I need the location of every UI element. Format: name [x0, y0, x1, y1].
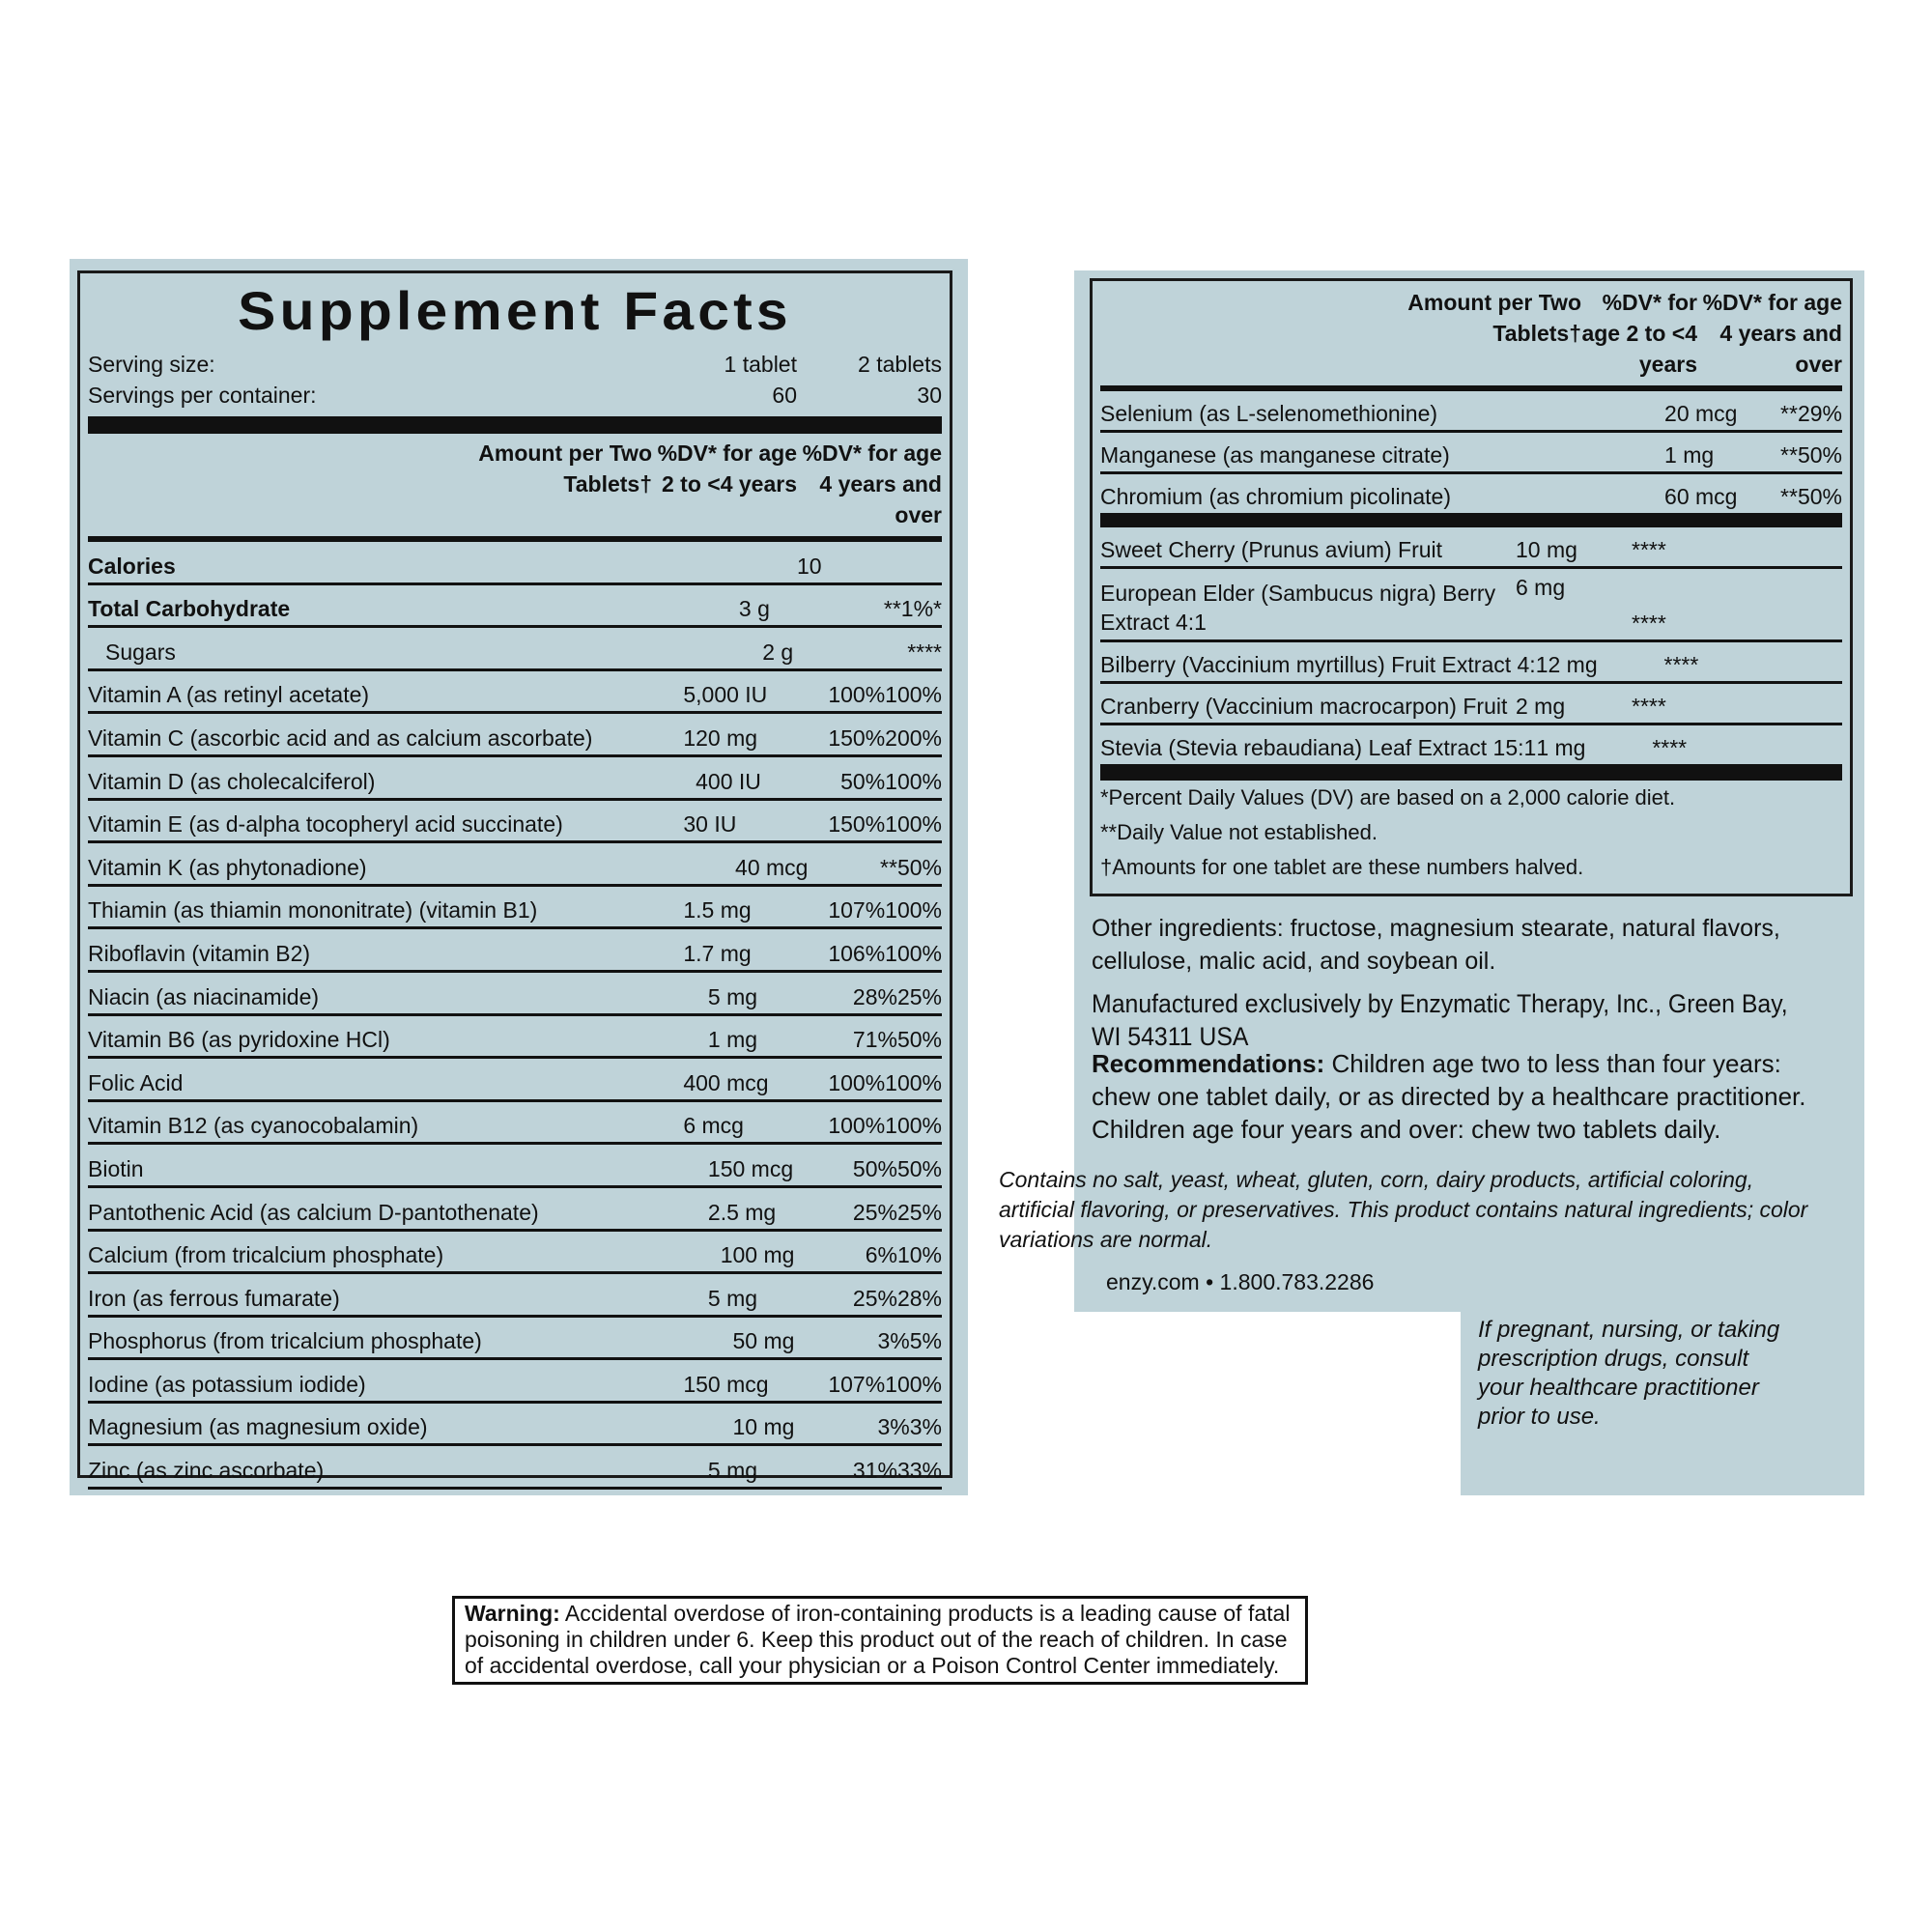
footnote-not-established: **Daily Value not established. — [1100, 820, 1378, 844]
dv-older: 100% — [885, 940, 942, 966]
dv-young: 25% — [852, 1199, 897, 1225]
dv-older: 100% — [885, 1371, 942, 1397]
nutrient-name: Cranberry (Vaccinium macrocarpon) Fruit — [1100, 694, 1508, 719]
nutrient-amount: 50 mg — [732, 1328, 795, 1354]
contains-statement: Contains no salt, yeast, wheat, gluten, corn, dairy products, artificial coloring, artificial flavoring, or preservatives. This product contains natural ingredients; color variations are normal. — [999, 1167, 1808, 1252]
serving-size-label: Serving size: — [88, 352, 215, 377]
nutrient-amount: 1 mg — [1664, 442, 1715, 468]
nutrient-name: Vitamin B12 (as cyanocobalamin) — [88, 1113, 419, 1139]
table-header-right — [1100, 287, 1842, 391]
nutrient-row — [88, 887, 942, 930]
dv-older: ** — [1648, 611, 1666, 636]
supplement-facts-title: Supplement Facts — [238, 280, 792, 341]
nutrient-row — [1100, 725, 1842, 767]
iron-warning-box — [452, 1596, 1308, 1685]
nutrient-amount: 1 mg — [1536, 735, 1586, 760]
nutrient-name: Iron (as ferrous fumarate) — [88, 1285, 340, 1311]
servings-2: 30 — [917, 383, 942, 408]
nutrient-name: Iodine (as potassium iodide) — [88, 1371, 366, 1397]
panel-cutout — [1074, 1312, 1461, 1495]
nutrient-amount: 120 mg — [683, 724, 758, 751]
nutrient-name: European Elder (Sambucus nigra) Berry Extract 4:1 — [1100, 581, 1496, 635]
nutrient-name: Total Carbohydrate — [88, 596, 291, 622]
nutrient-name: Vitamin E (as d-alpha tocopheryl acid succinate) — [88, 811, 563, 838]
nutrient-name: Biotin — [88, 1155, 144, 1181]
serving-size-1: 1 tablet — [724, 352, 797, 377]
dv-older: ** — [1681, 652, 1699, 677]
footnote-halved: †Amounts for one tablet are these numbers halved. — [1100, 855, 1584, 879]
mineral-rows — [1100, 391, 1842, 516]
nutrient-row — [88, 628, 942, 671]
dv-older: 5% — [909, 1328, 942, 1354]
nutrient-amount: 1.5 mg — [683, 897, 752, 923]
dv-young: ** — [880, 854, 897, 880]
nutrient-name: Folic Acid — [88, 1069, 184, 1095]
dv-young: 150% — [828, 811, 886, 838]
servings-1: 60 — [772, 383, 797, 408]
dv-older: 25% — [896, 1199, 942, 1225]
header-dv-older: %DV* for age 4 years and over — [802, 440, 942, 527]
nutrient-amount: 5,000 IU — [683, 682, 768, 708]
right-nutrient-table — [1100, 287, 1842, 885]
nutrient-amount: 40 mcg — [735, 854, 809, 880]
dv-older: 28% — [896, 1285, 942, 1311]
dv-older: ** — [1648, 537, 1666, 562]
nutrient-row — [88, 585, 942, 629]
servings-label: Servings per container: — [88, 383, 317, 408]
dv-young: 150% — [828, 724, 886, 751]
nutrient-name: Magnesium (as magnesium oxide) — [88, 1414, 428, 1440]
nutrient-name: Riboflavin (vitamin B2) — [88, 940, 311, 966]
dv-older: 200% — [885, 724, 942, 751]
nutrient-amount: 5 mg — [707, 1458, 758, 1484]
nutrient-amount: 10 — [797, 553, 822, 579]
nutrient-row — [88, 973, 942, 1016]
nutrient-name: Vitamin C (ascorbic acid and as calcium ascorbate) — [88, 724, 593, 751]
dv-older: 50% — [1797, 442, 1842, 468]
nutrient-name: Selenium (as L-selenomethionine) — [1100, 401, 1438, 426]
dv-older: 10% — [896, 1242, 942, 1268]
nutrient-name: Manganese (as manganese citrate) — [1100, 442, 1450, 468]
serving-size-row — [88, 349, 942, 380]
nutrient-row — [88, 542, 942, 585]
nutrient-name: Vitamin K (as phytonadione) — [88, 854, 367, 880]
dv-older: 50% — [1797, 484, 1842, 509]
dv-older: 33% — [896, 1458, 942, 1484]
dv-young: 100% — [828, 1069, 886, 1095]
dv-young: 25% — [852, 1285, 897, 1311]
nutrient-row — [88, 757, 942, 801]
dv-young: 50% — [840, 768, 886, 794]
nutrient-name: Niacin (as niacinamide) — [88, 983, 320, 1009]
dv-young: 100% — [828, 682, 886, 708]
dv-young: 28% — [852, 983, 897, 1009]
nutrient-row — [1100, 433, 1842, 474]
dv-older: 1%* — [900, 596, 942, 622]
other-ingredients: Other ingredients: fructose, magnesium stearate, natural flavors, cellulose, malic acid, and soybean oil. — [1092, 915, 1780, 975]
dv-older: 25% — [896, 983, 942, 1009]
dv-young: 107% — [828, 1371, 886, 1397]
nutrient-name: Thiamin (as thiamin mononitrate) (vitamin B1) — [88, 897, 538, 923]
nutrient-amount: 6 mcg — [683, 1113, 744, 1139]
footnote-dv: *Percent Daily Values (DV) are based on a 2,000 calorie diet. — [1100, 785, 1676, 810]
nutrient-row — [88, 1016, 942, 1060]
dv-older: ** — [924, 639, 942, 665]
nutrient-amount: 60 mcg — [1664, 484, 1738, 509]
nutrient-name: Phosphorus (from tricalcium phosphate) — [88, 1328, 482, 1354]
contact-info: enzy.com • 1.800.783.2286 — [1106, 1269, 1375, 1294]
nutrient-amount: 5 mg — [707, 1285, 758, 1311]
dv-young: 3% — [877, 1328, 910, 1354]
nutrient-name: Sugars — [105, 639, 176, 665]
nutrient-row — [88, 1102, 942, 1146]
dv-older: 50% — [896, 1027, 942, 1053]
divider-bar-bottom — [1100, 767, 1842, 781]
table-header — [88, 438, 942, 542]
nutrient-name: Vitamin D (as cholecalciferol) — [88, 768, 376, 794]
dv-young: 50% — [852, 1155, 897, 1181]
dv-older: 100% — [885, 811, 942, 838]
nutrient-amount: 400 IU — [696, 768, 761, 794]
dv-young: ** — [1632, 694, 1649, 719]
nutrient-amount: 3 g — [738, 596, 770, 622]
dv-young: 100% — [828, 1113, 886, 1139]
dv-older: 100% — [885, 1113, 942, 1139]
nutrient-name: Pantothenic Acid (as calcium D-pantothenate) — [88, 1199, 539, 1225]
dv-older: 100% — [885, 897, 942, 923]
supplement-facts-box — [77, 270, 952, 1484]
dv-older: 100% — [885, 768, 942, 794]
nutrient-name: Bilberry (Vaccinium myrtillus) Fruit Extract 4:1 — [1100, 652, 1548, 677]
pregnancy-notice: If pregnant, nursing, or taking prescription drugs, consult your healthcare practitioner prior to use. — [1478, 1317, 1780, 1430]
dv-older: 100% — [885, 682, 942, 708]
divider-bar-right — [1100, 516, 1842, 527]
recommendations-label: Recommendations: — [1092, 1049, 1325, 1078]
dv-older: 3% — [909, 1414, 942, 1440]
nutrient-row — [88, 1404, 942, 1447]
nutrient-name: Calcium (from tricalcium phosphate) — [88, 1242, 444, 1268]
nutrient-row — [88, 929, 942, 973]
warning-label: Warning: — [465, 1601, 560, 1626]
nutrient-row — [88, 1059, 942, 1102]
header-amount-right: Amount per Two Tablets† — [1407, 290, 1581, 346]
recommendations-text: Children age two to less than four years: chew one tablet daily, or as directed by a healthcare practitioner. Children age four years and over: chew two tablets daily. — [1092, 1049, 1806, 1144]
nutrient-row — [88, 1318, 942, 1361]
dv-young: ** — [907, 639, 925, 665]
dv-older: 50% — [896, 1155, 942, 1181]
nutrient-amount: 1.7 mg — [683, 940, 752, 966]
dv-young: ** — [1780, 484, 1798, 509]
dv-older: 29% — [1797, 401, 1842, 426]
header-dv-older-right: %DV* for age 4 years and over — [1702, 290, 1842, 377]
nutrient-name: Chromium (as chromium picolinate) — [1100, 484, 1451, 509]
nutrient-row — [88, 714, 942, 757]
dv-young: ** — [1652, 735, 1670, 760]
dv-young: 106% — [828, 940, 886, 966]
nutrient-row — [88, 1232, 942, 1275]
dv-young: 31% — [852, 1458, 897, 1484]
dv-young: ** — [883, 596, 901, 622]
nutrient-row — [88, 1188, 942, 1232]
nutrient-amount: 2.5 mg — [707, 1199, 777, 1225]
nutrient-row — [88, 671, 942, 715]
nutrient-name: Sweet Cherry (Prunus avium) Fruit — [1100, 537, 1443, 562]
dv-young: 107% — [828, 897, 886, 923]
nutrient-amount: 1 mg — [707, 1027, 758, 1053]
servings-row — [88, 380, 942, 411]
nutrient-row — [88, 801, 942, 844]
recommendations — [1092, 1047, 1826, 1146]
dv-older: ** — [1648, 694, 1666, 719]
nutrient-amount: 400 mcg — [683, 1069, 769, 1095]
nutrient-row — [88, 843, 942, 887]
nutrient-row — [1100, 391, 1842, 433]
nutrient-row — [88, 1446, 942, 1490]
nutrient-amount: 2 mg — [1548, 652, 1598, 677]
dv-older: ** — [1669, 735, 1688, 760]
supplement-facts-box-continued — [1090, 278, 1853, 896]
nutrient-row — [1100, 527, 1842, 569]
dv-young: 71% — [852, 1027, 897, 1053]
left-nutrient-table — [88, 438, 942, 1490]
nutrient-name: Calories — [88, 553, 176, 579]
nutrient-amount: 6 mg — [1516, 575, 1566, 600]
nutrient-amount: 30 IU — [683, 811, 737, 838]
nutrient-row — [1100, 684, 1842, 725]
nutrient-amount: 10 mg — [732, 1414, 795, 1440]
nutrient-name: Vitamin B6 (as pyridoxine HCl) — [88, 1027, 390, 1053]
nutrient-row — [88, 1145, 942, 1188]
header-dv-young-right: %DV* for age 2 to <4 years — [1581, 290, 1697, 377]
nutrient-name: Zinc (as zinc ascorbate) — [88, 1458, 325, 1484]
nutrient-amount: 20 mcg — [1664, 401, 1738, 426]
dv-older: 50% — [896, 854, 942, 880]
nutrient-row — [88, 1274, 942, 1318]
dv-young: ** — [1780, 442, 1798, 468]
nutrient-row — [1100, 474, 1842, 516]
nutrient-amount: 5 mg — [707, 983, 758, 1009]
dv-older: 100% — [885, 1069, 942, 1095]
dv-young: ** — [1632, 537, 1649, 562]
nutrient-amount: 150 mcg — [707, 1155, 794, 1181]
dv-young: ** — [1632, 611, 1649, 636]
nutrient-name: Vitamin A (as retinyl acetate) — [88, 682, 370, 708]
manufacturer: Manufactured exclusively by Enzymatic Therapy, Inc., Green Bay, WI 54311 USA — [1092, 989, 1788, 1051]
nutrient-amount: 2 g — [762, 639, 794, 665]
footnotes — [1100, 781, 1842, 885]
nutrient-amount: 100 mg — [720, 1242, 795, 1268]
nutrient-row — [1100, 642, 1842, 684]
nutrient-name: Stevia (Stevia rebaudiana) Leaf Extract 15:1 — [1100, 735, 1537, 760]
nutrient-amount: 10 mg — [1516, 537, 1577, 562]
serving-size-2: 2 tablets — [858, 352, 942, 377]
dv-young: ** — [1663, 652, 1682, 677]
botanical-rows — [1100, 527, 1842, 767]
warning-text: Accidental overdose of iron-containing products is a leading cause of fatal poisoning in children under 6. Keep this product out of the reach of children. In case of accidental overdose, call your physician or a Poison Control Center immediately. — [465, 1601, 1291, 1678]
nutrient-amount: 150 mcg — [683, 1371, 769, 1397]
nutrient-amount: 2 mg — [1516, 694, 1566, 719]
header-dv-young: %DV* for age 2 to <4 years — [657, 440, 797, 497]
dv-young: 3% — [877, 1414, 910, 1440]
nutrient-row — [1100, 569, 1842, 642]
nutrient-row — [88, 1360, 942, 1404]
dv-young: ** — [1780, 401, 1798, 426]
divider-bar — [88, 416, 942, 434]
header-amount: Amount per Two Tablets† — [478, 440, 652, 497]
dv-young: 6% — [865, 1242, 897, 1268]
left-rows — [88, 542, 942, 1490]
